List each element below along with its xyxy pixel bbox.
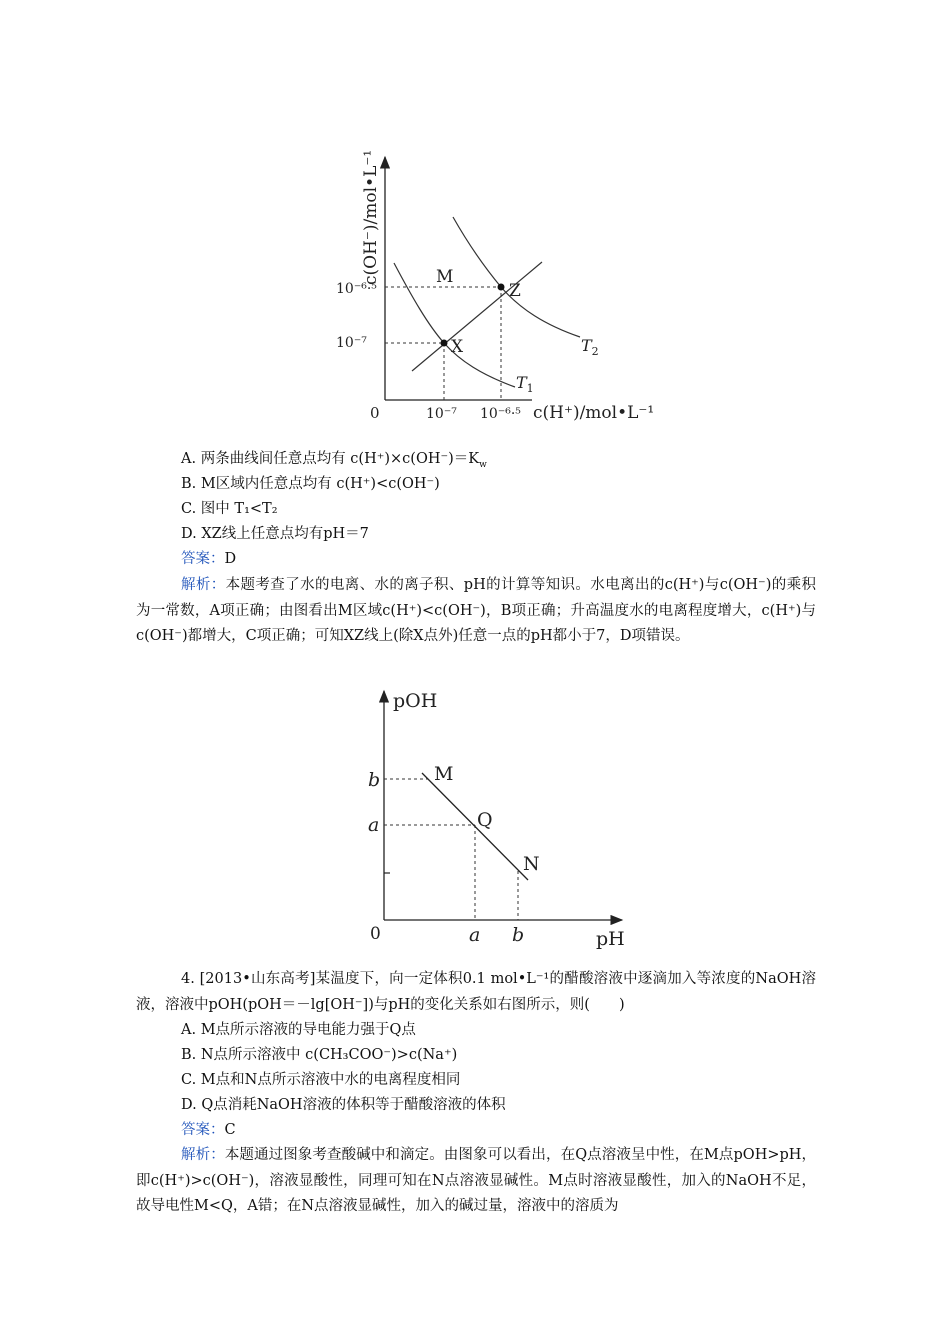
q4-analysis: 解析：本题通过图象考查酸碱中和滴定。由图象可以看出，在Q点溶液呈中性，在M点pOH>pH，即c(H⁺)>c(OH⁻)，溶液显酸性，同理可知在N点溶液显碱性。M点时溶液显酸性，加入的NaOH不足，故导电性M<Q，A错；在N点溶液显碱性，加入的碱过量，溶液中的溶质为 [136, 1147, 817, 1214]
q3-answer: 答案：D [181, 551, 237, 567]
label-t1: $T_1$ [516, 373, 534, 395]
curve-t2 [453, 217, 580, 337]
figure-1-chart [320, 125, 670, 435]
label-q: Q [477, 809, 493, 831]
q3-option-d: D. XZ线上任意点均有pH＝7 [181, 526, 369, 542]
q4-option-c: C. M点和N点所示溶液中水的电离程度相同 [181, 1072, 461, 1088]
label-x: X [451, 337, 464, 357]
q4-option-d: D. Q点消耗NaOH溶液的体积等于醋酸溶液的体积 [181, 1097, 506, 1113]
label-z: Z [509, 281, 521, 301]
label-m: M [436, 267, 454, 287]
q3-option-c: C. 图中 T₁<T₂ [181, 501, 278, 517]
x-axis-label: c(H⁺)/mol•L⁻¹ [533, 403, 655, 423]
x-tick-1: 10⁻⁷ [426, 406, 457, 422]
label-n: N [523, 853, 540, 875]
y-tick-b: b [368, 769, 381, 791]
point-z [498, 284, 505, 291]
q4-stem: 4. [2013•山东高考]某温度下，向一定体积0.1 mol•L⁻¹的醋酸溶液中逐滴加入等浓度的NaOH溶液，溶液中pOH(pOH＝－lg[OH⁻])与pH的变化关系如右图所示，则( ) [136, 971, 816, 1013]
origin-label: 0 [370, 924, 381, 944]
q4-option-a: A. M点所示溶液的导电能力强于Q点 [181, 1022, 416, 1038]
q3-option-b: B. M区域内任意点均有 c(H⁺)<c(OH⁻) [181, 476, 440, 492]
label-t2: $T_2$ [581, 336, 599, 358]
line-xz [412, 262, 542, 371]
q3-analysis: 解析：本题考查了水的电离、水的离子积、pH的计算等知识。水电离出的c(H⁺)与c(OH⁻)的乘积为一常数，A项正确；由图看出M区域c(H⁺)<c(OH⁻)，B项正确；升高温度水的电离程度增大，c(H⁺)与c(OH⁻)都增大，C项正确；可知XZ线上(除X点外)任意一点的pH都小于7，D项错误。 [136, 577, 817, 644]
x-tick-2: 10⁻⁶·⁵ [480, 406, 521, 422]
y-tick-1: 10⁻⁷ [336, 335, 367, 351]
point-x [441, 340, 448, 347]
x-tick-a: a [469, 924, 481, 946]
origin-label: 0 [370, 404, 380, 422]
y-axis-label: pOH [393, 690, 438, 712]
q3-option-a: A. 两条曲线间任意点均有 $c(H^+)\times c(OH^-)=K_w$ [181, 451, 487, 470]
y-tick-a: a [368, 814, 380, 836]
x-tick-b: b [512, 924, 525, 946]
x-axis-label: pH [596, 928, 625, 950]
q4-answer: 答案：C [181, 1122, 236, 1138]
y-axis-label: c(OH⁻)/mol•L⁻¹ [361, 149, 381, 285]
label-m: M [434, 763, 454, 785]
figure-2-chart [360, 683, 640, 953]
q4-option-b: B. N点所示溶液中 c(CH₃COO⁻)>c(Na⁺) [181, 1047, 458, 1063]
y-tick-2: 10⁻⁶·⁵ [336, 281, 377, 297]
